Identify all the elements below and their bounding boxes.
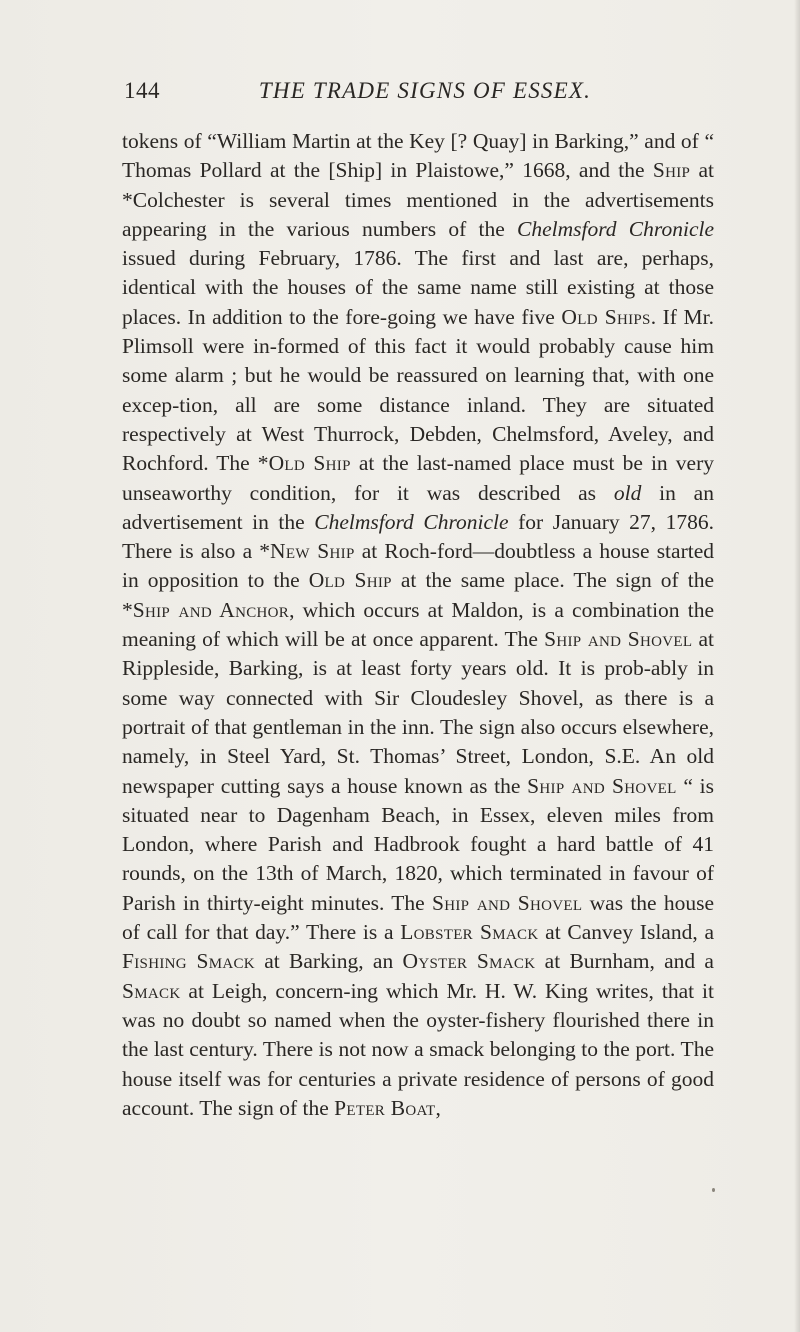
italic-text: Chelmsford Chronicle — [314, 509, 509, 534]
text-run: was the house of call for that day.” There is a — [122, 890, 714, 945]
sign-name: Old Ships — [561, 304, 651, 329]
text-run: at Rippleside, Barking, is at least forty years old. It is prob-ably in some way connected with Sir Cloudesley Shovel, as there is a portrait of that gentleman in the inn. The sign also occurs elsewhere, namely, in Steel Yard, St. Thomas’ Street, London, S.E. An old newspaper cutting says a house known as the — [122, 627, 714, 798]
italic-text: old — [613, 480, 642, 505]
text-run: , — [435, 1095, 441, 1120]
page-edge-shadow — [794, 0, 800, 1332]
sign-name: Old Ship — [268, 451, 351, 476]
text-run: tokens of “William Martin at the Key [? Quay] in Barking,” and of “ Thomas Pollard at the [Ship] in Plaistowe,” 1668, and the — [122, 129, 714, 183]
sign-name: New Ship — [270, 539, 355, 564]
running-title: THE TRADE SIGNS OF ESSEX. — [258, 78, 592, 103]
text-run: at *Colchester is several times mentioned in the advertisements appearing in the various numbers of the — [122, 158, 714, 241]
text-run: for January 27, 1786. There is also a * — [122, 509, 714, 564]
sign-name: Ship — [652, 158, 691, 183]
sign-name: Ship and Shovel — [544, 627, 693, 652]
page-speck — [712, 1188, 715, 1192]
sign-name: Fishing Smack — [122, 949, 255, 974]
text-run: issued during February, 1786. The first and last are, perhaps, identical with the houses of the same name still existing at those places. In addition to the fore-going we have five — [122, 246, 714, 329]
text-run: at Burnham, and a — [535, 949, 714, 974]
text-run: at Canvey Island, a — [538, 920, 714, 945]
text-run: at Barking, an — [254, 949, 403, 974]
text-run: , which occurs at Maldon, is a combination the meaning of which will be at once apparent. The — [122, 597, 714, 652]
sign-name: Ship and Shovel — [527, 773, 677, 798]
page-number: 144 — [124, 78, 160, 103]
sign-name: Lobster Smack — [400, 920, 539, 945]
sign-name: Old Ship — [308, 568, 392, 593]
text-run: . If Mr. Plimsoll were in-formed of this fact it would probably cause him some alarm ; but he would be reassured on learning that, with one excep-tion, all are some distance inland. They are situated respectively at West Thurrock, Debden, Chelmsford, Aveley, and Rochford. The * — [122, 304, 714, 476]
italic-text: Chelmsford Chronicle — [517, 216, 714, 241]
sign-name: Ship and Anchor — [132, 597, 290, 622]
running-head — [124, 78, 706, 110]
text-run: “ is situated near to Dagenham Beach, in Essex, eleven miles from London, where Parish and Hadbrook fought a hard battle of 41 rounds, on the 13th of March, 1820, which terminated in favour of Parish in thirty-eight minutes. The — [122, 773, 715, 915]
sign-name: Smack — [122, 978, 181, 1003]
text-run: in an advertisement in the — [122, 480, 714, 534]
sign-name: Ship and Shovel — [431, 890, 583, 915]
text-run: at the same place. The sign of the * — [122, 568, 714, 622]
body-paragraph — [122, 127, 714, 1123]
text-run: at the last-named place must be in very unseaworthy condition, for it was described as — [122, 451, 714, 505]
text-run: at Roch-ford—doubtless a house started in opposition to the — [122, 539, 715, 593]
sign-name: Oyster Smack — [402, 949, 536, 974]
text-run: at Leigh, concern-ing which Mr. H. W. King writes, that it was no doubt so named when the oyster-fishery flourished there in the last century. There is not now a smack belonging to the port. The house itself was for centuries a private residence of persons of good account. The sign of the — [122, 978, 714, 1120]
sign-name: Peter Boat — [334, 1095, 436, 1120]
